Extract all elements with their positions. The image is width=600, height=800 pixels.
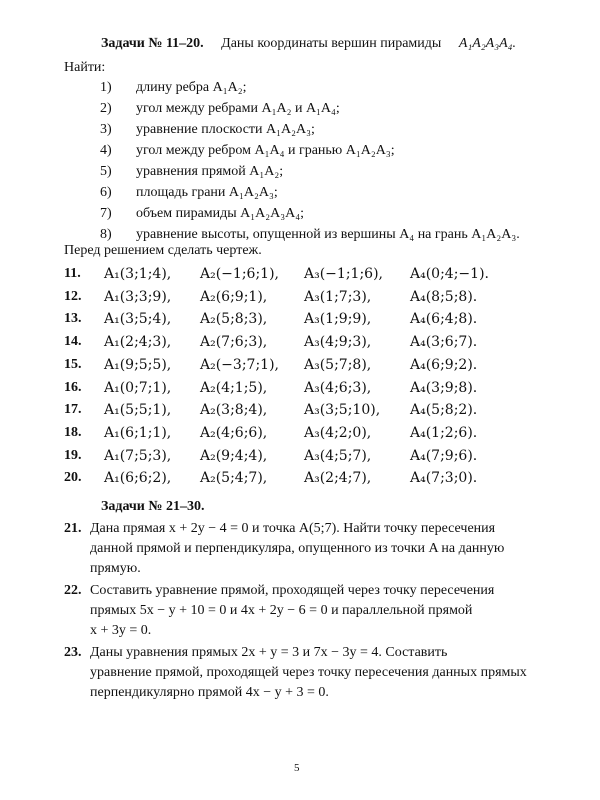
problem-line: данной прямой и перпендикуляра, опущенного из точки A на данную — [90, 541, 505, 556]
problem-line: прямых 5x − y + 10 = 0 и 4x + 2y − 6 = 0 и параллельной прямой — [90, 603, 473, 618]
problem-number: 23. — [64, 645, 82, 660]
vertex-a1: A₁(0;7;1), — [104, 379, 172, 396]
task-text: площадь грани A₁A₂A₃; — [136, 185, 278, 200]
variant-number: 12. — [64, 288, 82, 304]
task-number: 8) — [100, 227, 112, 242]
find-label: Найти: — [64, 60, 106, 75]
variant-number: 15. — [64, 356, 82, 372]
vertex-a2: A₂(4;6;6), — [200, 424, 268, 441]
section-title-21-30: Задачи № 21–30. — [101, 499, 205, 514]
problem-line: Дана прямая x + 2y − 4 = 0 и точка A(5;7). Найти точку пересечения — [90, 521, 496, 536]
vertex-a3: A₃(2;4;7), — [304, 470, 372, 487]
problem-line: уравнение прямой, проходящей через точку пересечения данных прямых — [90, 665, 527, 680]
vertex-a3: A₃(1;9;9), — [304, 311, 372, 328]
vertex-a1: A₁(3;5;4), — [104, 311, 172, 328]
task-text: угол между ребром A₁A₄ и гранью A₁A₂A₃; — [136, 143, 395, 158]
vertex-a2: A₂(7;6;3), — [200, 334, 268, 351]
vertex-a1: A₁(6;6;2), — [104, 470, 172, 487]
variant-number: 18. — [64, 424, 82, 440]
variant-number: 13. — [64, 311, 82, 327]
tasks-11-20-header — [101, 36, 516, 52]
problem-number: 21. — [64, 521, 82, 536]
task-number: 2) — [100, 101, 112, 116]
problem-line: x + 3y = 0. — [90, 623, 152, 638]
variant-number: 17. — [64, 402, 82, 418]
vertex-a1: A₁(7;5;3), — [104, 447, 172, 464]
problem-line: перпендикулярно прямой 4x − y + 3 = 0. — [90, 685, 329, 700]
vertex-a1: A₁(6;1;1), — [104, 424, 172, 441]
vertex-a2: A₂(4;1;5), — [200, 379, 268, 396]
vertex-a4: A₄(3;6;7). — [410, 334, 478, 351]
vertex-a2: A₂(5;8;3), — [200, 311, 268, 328]
task-text: объем пирамиды A₁A₂A₃A₄; — [136, 206, 305, 221]
vertex-a4: A₄(0;4;−1). — [410, 266, 489, 282]
variant-number: 19. — [64, 447, 82, 463]
page-number: 5 — [294, 762, 300, 774]
vertex-a4: A₄(8;5;8). — [410, 288, 478, 305]
vertex-a2: A₂(5;4;7), — [200, 470, 268, 487]
problem-line: Даны уравнения прямых 2x + y = 3 и 7x − 3y = 4. Составить — [90, 645, 448, 660]
pyramid-name: A₁A₂A₃A₄. — [458, 36, 516, 51]
variant-number: 14. — [64, 334, 82, 350]
vertex-a1: A₁(3;3;9), — [104, 288, 172, 305]
vertex-a1: A₁(5;5;1), — [104, 402, 172, 419]
variant-number: 11. — [64, 266, 81, 281]
variant-number: 20. — [64, 470, 82, 486]
task-number: 5) — [100, 164, 112, 179]
vertex-a4: A₄(5;8;2). — [410, 402, 478, 419]
task-number: 7) — [100, 206, 112, 221]
problem-number: 22. — [64, 583, 82, 598]
vertex-a2: A₂(9;4;4), — [200, 447, 268, 464]
task-text: уравнение высоты, опущенной из вершины A₄ на грань A₁A₂A₃. — [136, 227, 520, 242]
problem-line: прямую. — [90, 561, 141, 576]
vertex-a1: A₁(3;1;4), — [104, 266, 172, 282]
vertex-a3: A₃(4;5;7), — [304, 447, 372, 464]
vertex-a2: A₂(−1;6;1), — [200, 266, 279, 282]
task-text: длину ребра A₁A₂; — [136, 80, 247, 95]
vertex-a3: A₃(4;6;3), — [304, 379, 372, 396]
section-title-11-20: Задачи № 11–20. — [101, 36, 204, 51]
vertex-a2: A₂(−3;7;1), — [200, 356, 279, 373]
vertex-a4: A₄(3;9;8). — [410, 379, 478, 396]
vertex-a3: A₃(4;2;0), — [304, 424, 372, 441]
vertex-a4: A₄(7;9;6). — [410, 447, 478, 464]
task-text: уравнение плоскости A₁A₂A₃; — [136, 122, 315, 137]
task-number: 6) — [100, 185, 112, 200]
vertex-a1: A₁(2;4;3), — [104, 334, 172, 351]
vertex-a3: A₃(3;5;10), — [304, 402, 381, 419]
vertex-a4: A₄(7;3;0). — [410, 470, 478, 487]
vertex-a4: A₄(6;4;8). — [410, 311, 478, 328]
vertex-a3: A₃(1;7;3), — [304, 288, 372, 305]
vertex-a3: A₃(−1;1;6), — [304, 266, 383, 282]
drawing-note: Перед решением сделать чертеж. — [64, 243, 262, 258]
task-number: 4) — [100, 143, 112, 158]
task-number: 1) — [100, 80, 112, 95]
vertex-a4: A₄(1;2;6). — [410, 424, 478, 441]
vertex-a3: A₃(4;9;3), — [304, 334, 372, 351]
problem-line: Составить уравнение прямой, проходящей через точку пересечения — [90, 583, 495, 598]
task-number: 3) — [100, 122, 112, 137]
task-text: уравнения прямой A₁A₂; — [136, 164, 284, 179]
variant-number: 16. — [64, 379, 82, 395]
vertex-a1: A₁(9;5;5), — [104, 356, 172, 373]
vertex-a2: A₂(3;8;4), — [200, 402, 268, 419]
vertex-a2: A₂(6;9;1), — [200, 288, 268, 305]
task-text: угол между ребрами A₁A₂ и A₁A₄; — [136, 101, 340, 116]
vertex-a3: A₃(5;7;8), — [304, 356, 372, 373]
vertex-a4: A₄(6;9;2). — [410, 356, 478, 373]
header-intro: Даны координаты вершин пирамиды — [221, 36, 442, 51]
